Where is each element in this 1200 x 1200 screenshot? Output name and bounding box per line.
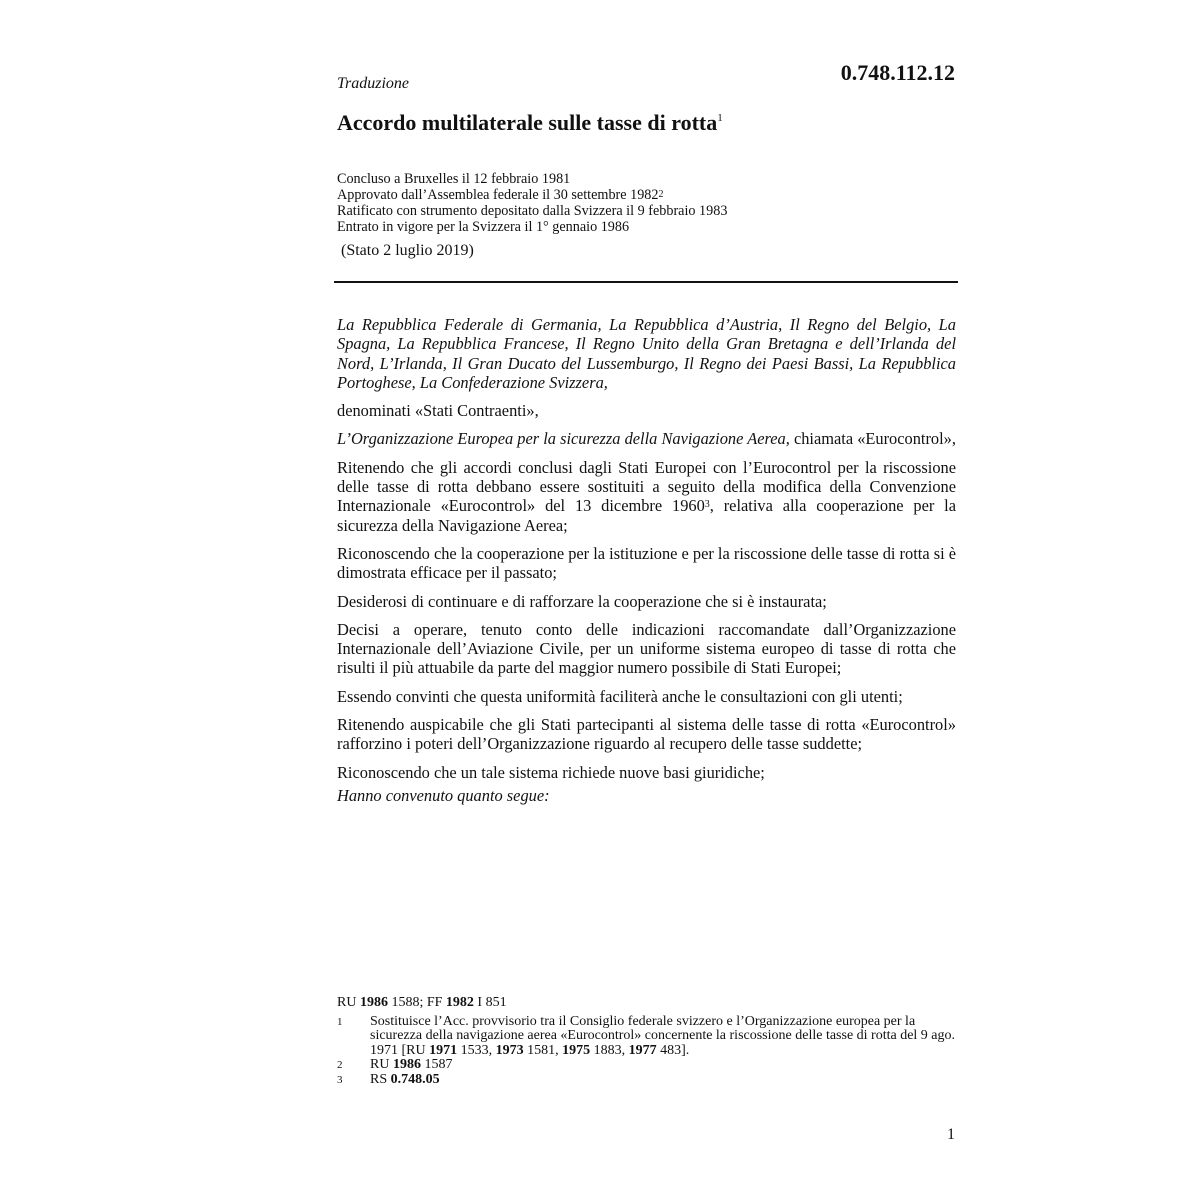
preamble: [337, 315, 956, 814]
approved-footnote-ref[interactable]: 2: [658, 189, 664, 200]
document-title: [337, 110, 723, 136]
contracting-states-paragraph: denominati «Stati Contraenti»,: [337, 401, 539, 421]
footnote-1: [337, 1015, 956, 1059]
header-divider: [334, 281, 958, 283]
footnote-number: 2: [337, 1059, 343, 1071]
footnote-3: [337, 1073, 956, 1088]
footnote-number: 1: [337, 1015, 343, 1028]
sr-number: 0.748.112.12: [840, 60, 955, 85]
document-metadata: [337, 171, 957, 235]
concluded-line: Concluso a Bruxelles il 12 febbraio 1981: [337, 171, 571, 187]
translation-label: Traduzione: [337, 75, 410, 92]
footnote-2: [337, 1058, 956, 1073]
preamble-paragraph-1: Ritenendo che gli accordi conclusi dagli Stati Europei con l’Eurocontrol per la riscossione delle tasse di rotta debbano essere sostituiti a seguito della modifica della Convenzione Internazionale «Eurocontrol» del 13 dicembre 1960$^3$, relativa alla cooperazione per la sicurezza della Navigazione Aerea;: [337, 457, 956, 535]
footnotes: [337, 996, 956, 1087]
preamble-paragraph-6: Ritenendo auspicabile che gli Stati partecipanti al sistema delle tasse di rotta «Eurocontrol» rafforzino i poteri dell’Organizzazione riguardo al recupero delle tasse suddette;: [337, 715, 956, 754]
official-collection-reference: RU 1986 1588; FF 1982 I 851: [337, 995, 507, 1010]
eurocontrol-paragraph: L’Organizzazione Europea per la sicurezza della Navigazione Aerea, chiamata «Eurocontrol»,: [337, 429, 956, 449]
footnote-number: 3: [337, 1073, 343, 1086]
ratified-line: Ratificato con strumento depositato dalla Svizzera il 9 febbraio 1983: [337, 203, 728, 219]
p1-footnote-ref[interactable]: 3: [704, 499, 710, 511]
preamble-paragraph-7: Riconoscendo che un tale sistema richiede nuove basi giuridiche;: [337, 762, 765, 782]
preamble-paragraph-5: Essendo convinti che questa uniformità faciliterà anche le consultazioni con gli utenti;: [337, 686, 903, 706]
preamble-paragraph-3: Desiderosi di continuare e di rafforzare la cooperazione che si è instaurata;: [337, 591, 827, 611]
title-text: Accordo multilaterale sulle tasse di rotta: [337, 110, 718, 135]
approved-line: Approvato dall’Assemblea federale il 30 settembre 1982$^2$: [337, 187, 664, 203]
preamble-paragraph-4: Decisi a operare, tenuto conto delle indicazioni raccomandate dall’Organizzazione Internazionale dell’Aviazione Civile, per un uniforme sistema europeo di tasse di rotta che risulti il più attuabile da parte del maggior numero possibile di Stati Europei;: [337, 619, 956, 678]
preamble-paragraph-2: Riconoscendo che la cooperazione per la istituzione e per la riscossione delle tasse di rotta si è dimostrata efficace per il passato;: [337, 543, 956, 583]
footnote-text: RU 1986 1587: [370, 1057, 453, 1072]
contracting-parties: La Repubblica Federale di Germania, La Repubblica d’Austria, Il Regno del Belgio, La Spagna, La Repubblica Francese, Il Regno Unito della Gran Bretagna e dell’Irlanda del Nord, L’Irlanda, Il Gran Ducato del Lussemburgo, Il Regno dei Paesi Bassi, La Repubblica Portoghese, La Confederazione Svizzera,: [337, 315, 956, 392]
page-number: 1: [947, 1126, 955, 1143]
title-footnote-ref[interactable]: 1: [717, 112, 723, 124]
status-date: (Stato 2 luglio 2019): [341, 242, 474, 259]
footnote-text: Sostituisce l’Acc. provvisorio tra il Consiglio federale svizzero e l’Organizzazione europea per la sicurezza della navigazione aerea «Eurocontrol» concernente la riscossione delle tasse di rotta del 9 ago. 1971 [RU 1971 1533, 1973 1581, 1975 1883, 1977 483].: [370, 1013, 956, 1058]
footnote-text: RS 0.748.05: [370, 1071, 440, 1087]
in-force-line: Entrato in vigore per la Svizzera il 1° gennaio 1986: [337, 219, 630, 235]
closing-formula: Hanno convenuto quanto segue:: [337, 785, 550, 805]
